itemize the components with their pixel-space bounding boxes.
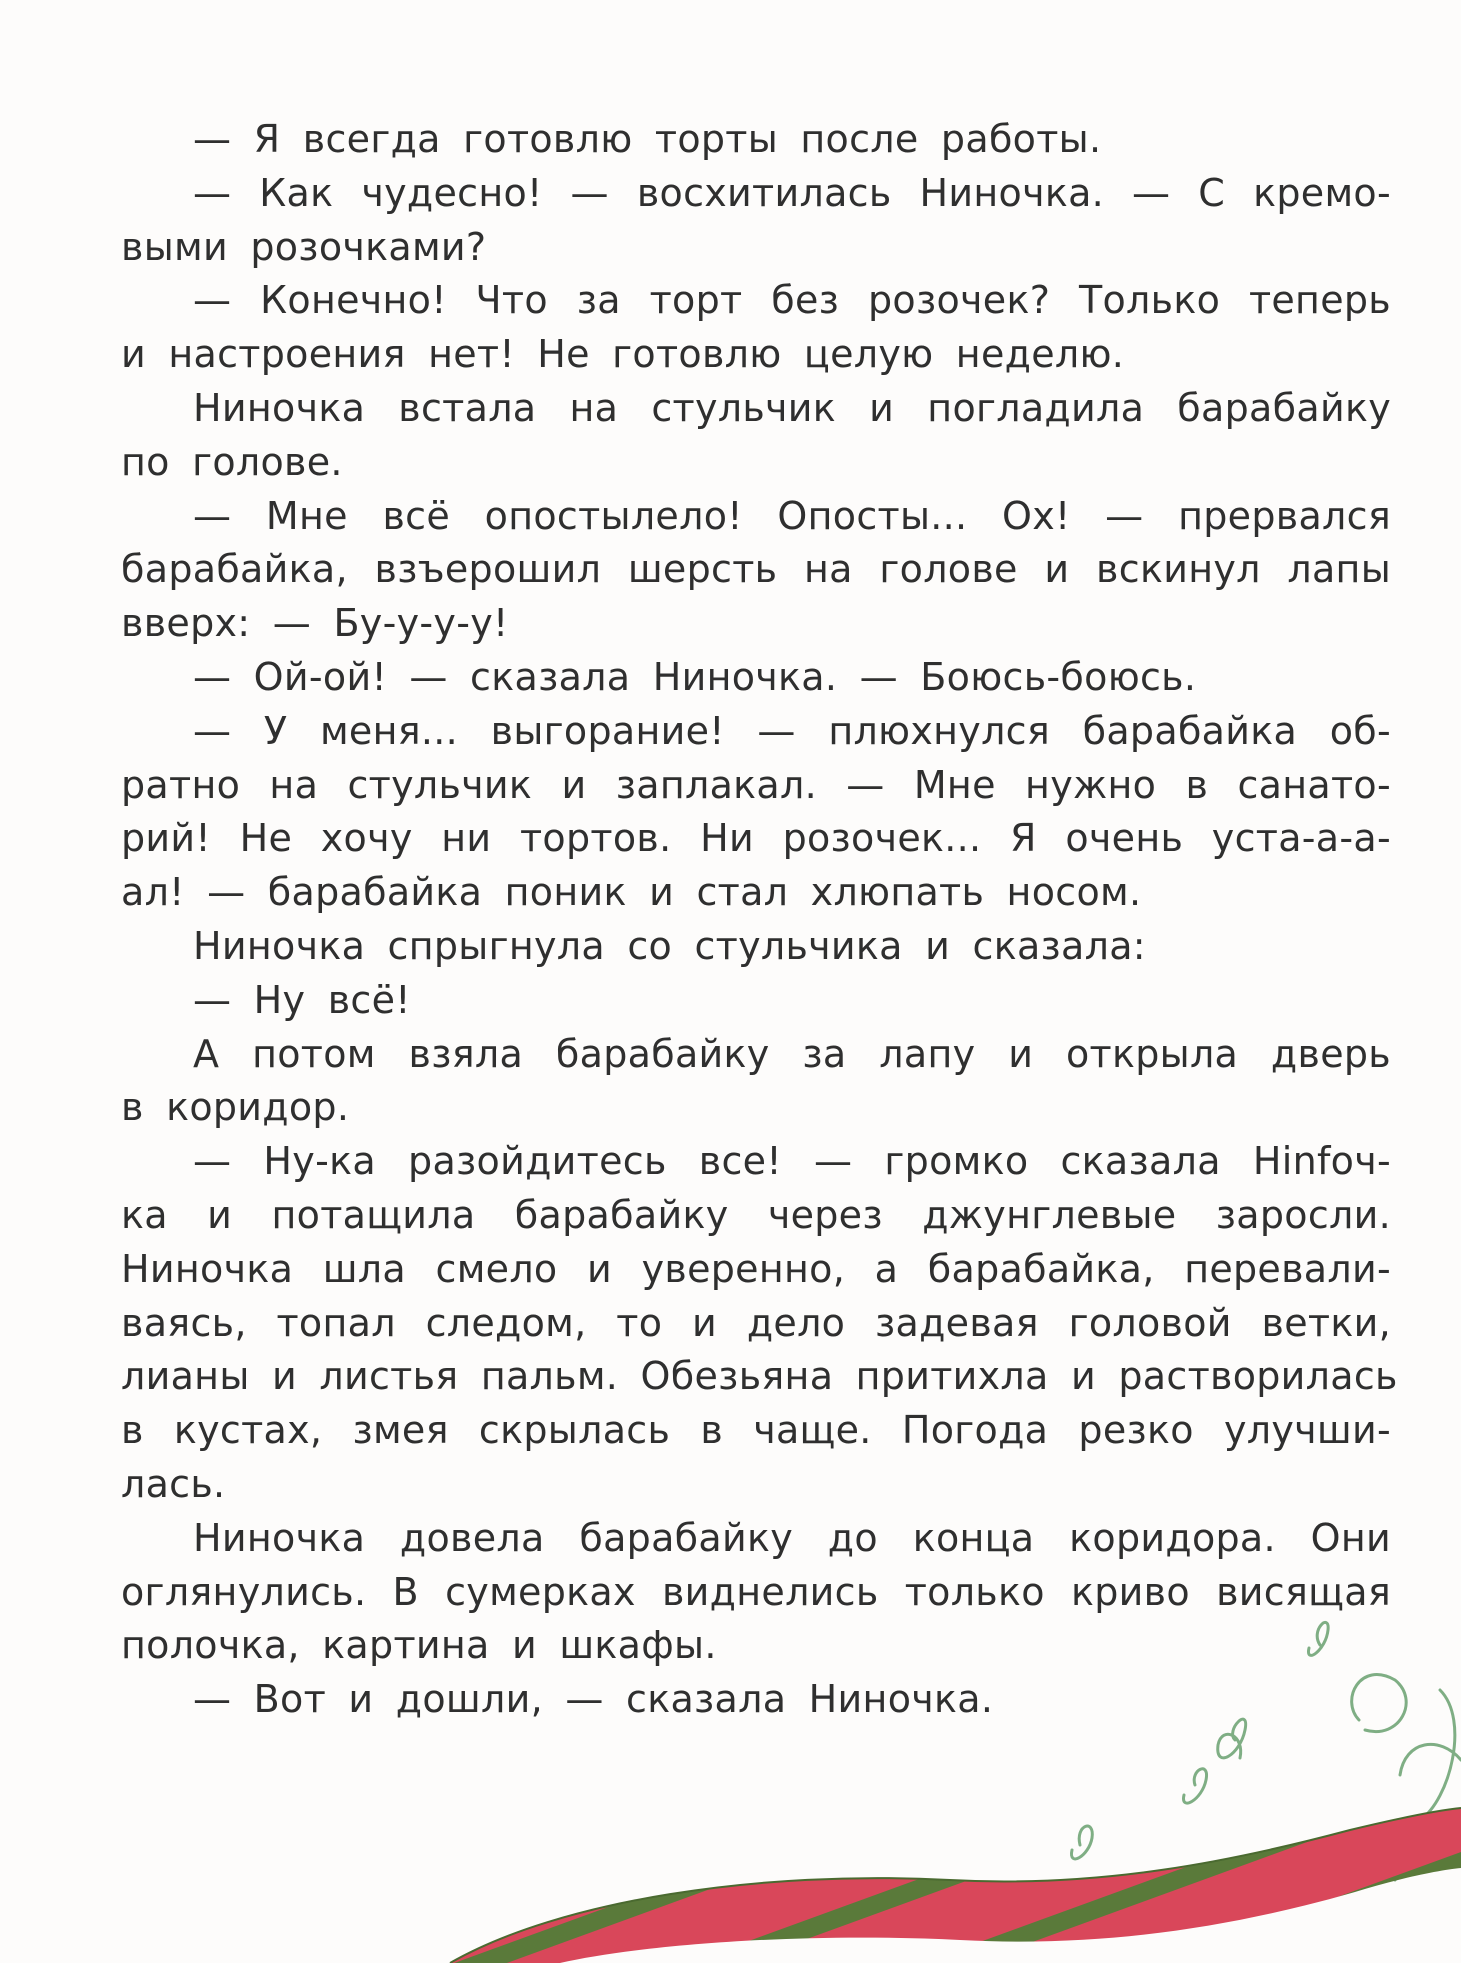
text-line: барабайка, взъерошил шерсть на голове и вскинул лапы [121, 547, 1391, 592]
text-line: — У меня... выгорание! — плюхнулся барабайка об- [193, 708, 1391, 753]
text-line: — Ну всё! [193, 977, 411, 1022]
text-line: — Вот и дошли, — сказала Ниночка. [193, 1677, 994, 1722]
text-line: в коридор. [121, 1085, 350, 1130]
text-line: А потом взяла барабайку за лапу и открыла дверь [193, 1031, 1391, 1076]
text-line: в кустах, змея скрылась в чаще. Погода резко улучши- [121, 1408, 1391, 1453]
text-line: Ниночка довела барабайку до конца коридора. Они [193, 1515, 1391, 1560]
text-line: — Как чудесно! — восхитилась Ниночка. — С кремо- [193, 170, 1391, 215]
text-line: и настроения нет! Не готовлю целую неделю. [121, 332, 1125, 377]
text-line: выми розочками? [121, 224, 487, 269]
text-line: Ниночка спрыгнула со стульчика и сказала: [193, 923, 1146, 968]
text-line: полочка, картина и шкафы. [121, 1623, 717, 1668]
text-line: — Я всегда готовлю торты после работы. [193, 117, 1102, 161]
text-line: лась. [121, 1461, 226, 1506]
text-line: ваясь, топал следом, то и дело задевая головой ветки, [121, 1300, 1391, 1345]
text-line: — Конечно! Что за торт без розочек? Только теперь [193, 278, 1391, 323]
text-line: Ниночка шла смело и уверенно, а барабайка, перевали- [121, 1246, 1391, 1291]
text-line: оглянулись. В сумерках виднелись только криво висящая [121, 1569, 1391, 1614]
text-line: — Мне всё опостылело! Опосты... Ох! — прервался [193, 493, 1391, 538]
text-line: ка и потащила барабайку через джунглевые заросли. [121, 1192, 1391, 1237]
text-line: по голове. [121, 439, 343, 484]
text-line: — Ну-ка разойдитесь все! — громко сказала Нinfoч- [193, 1139, 1391, 1184]
text-line: — Ой-ой! — сказала Ниночка. — Боюсь-боюсь. [193, 654, 1197, 699]
striped-ribbon [450, 1808, 1461, 1963]
text-line: вверх: — Бу-у-у-у! [121, 601, 509, 646]
text-line: рий! Не хочу ни тортов. Ни розочек... Я очень уста-а-а- [121, 816, 1391, 861]
text-line: лианы и листья пальм. Обезьяна притихла и растворилась [121, 1354, 1398, 1399]
page-text [121, 113, 1398, 1727]
text-line: ал! — барабайка поник и стал хлюпать носом. [121, 870, 1142, 915]
text-line: ратно на стульчик и заплакал. — Мне нужно в санато- [121, 762, 1391, 807]
text-line: Ниночка встала на стульчик и погладила барабайку [193, 385, 1391, 430]
